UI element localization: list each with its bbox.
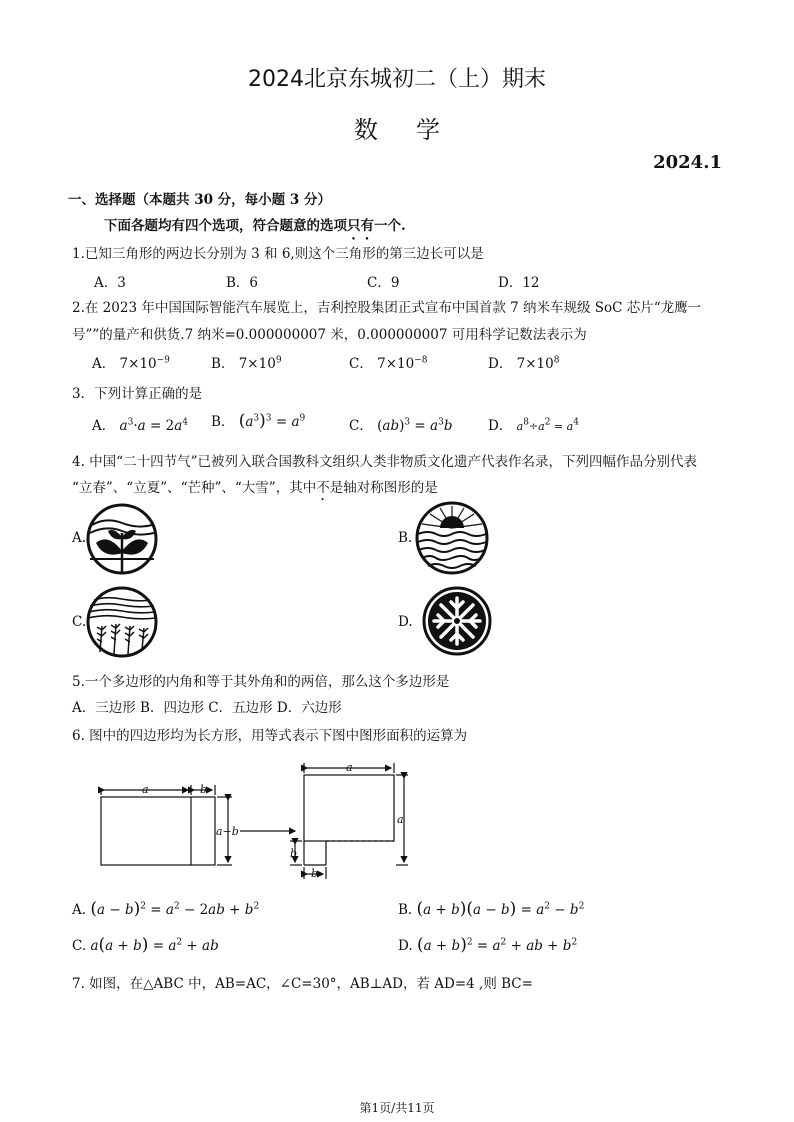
exam-date: 2024.1 [653,152,722,173]
option-label: D． [488,418,513,434]
q6-option-b: B. $(a + b)(a - b) = a^2 - b^2$ [398,899,585,919]
q2-option-c [349,352,428,372]
q4-text: “立春”、“立夏”、“芒种”、“大雪”，其中 [72,480,317,496]
document-title: 2024北京东城初二（上）期末 [248,67,546,92]
option-exponent: −9 [156,355,170,366]
q3-option-d: D． $a^8\div a^2 = a^4$ [488,417,579,434]
instruction-emphasis: 只有 [347,218,374,234]
option-label: C. [72,938,87,954]
q1-option-a: A．3 [94,275,126,291]
option-exponent: 9 [275,355,282,366]
q5-stem: 5.一个多边形的内角和等于其外角和的两倍，那么这个多边形是 [72,674,450,690]
q1-option-c: C．9 [367,275,400,291]
q1-option-b: B．6 [226,275,259,291]
q6-option-a: A. $(a - b)^2 = a^2 - 2ab + b^2$ [72,899,260,919]
instruction-text: 下面各题均有四个选项，符合题意的选项 [104,218,347,234]
q4-label-c: C. [72,614,87,630]
option-exponent: −8 [414,355,428,366]
subject-title: 数学 [354,116,478,144]
label-a-top: a [346,761,353,774]
q4-stem-line2 [72,476,438,504]
option-base: 7×10 [238,356,276,372]
option-label: D. [398,938,413,954]
section-heading: 一、选择题（本题共 30 分，每小题 3 分） [68,192,331,208]
q5-options: A．三边形 B．四边形 C．五边形 D．六边形 [72,700,342,716]
option-base: 7×10 [516,356,554,372]
snowflake-icon [422,586,492,656]
option-label: A. [72,902,87,918]
label-b-bottom: b [311,867,319,880]
label-a-right: a [397,813,404,826]
option-label: D． [488,356,513,372]
section-instruction [104,214,406,243]
q4-label-a: A. [72,530,87,546]
q4-emphasis: 不 [316,480,330,496]
label-a-left: a [142,783,149,796]
option-label: A． [92,356,116,372]
grain-wheat-icon [86,586,158,658]
option-exponent: 8 [553,355,560,366]
option-label: C． [349,356,373,372]
q6-option-c: C. $a(a + b) = a^2$ + ab [72,935,219,955]
q1-stem: 1.已知三角形的两边长分别为 3 和 6,则这个三角形的第三边长可以是 [72,246,484,262]
option-base: 7×10 [119,356,157,372]
summer-sun-icon [414,500,490,576]
option-label: A． [92,418,116,434]
q1-option-d: D．12 [498,275,540,291]
q6-stem: 6. 图中的四边形均为长方形，用等式表示下图中图形面积的运算为 [72,728,468,744]
q3-option-c: C． $(ab)^3 = a^3b$ [349,417,453,434]
q3-option-b: B． $(a^3)^3 = a^9$ [211,411,306,431]
option-label: B． [211,356,235,372]
page-number: 第1页/共11页 [359,1101,435,1115]
q4-label-d: D. [398,614,413,630]
q2-stem-line2: 号””的量产和供货.7 纳米=0.000000007 米，0.000000007 可用科学记数法表示为 [72,327,587,343]
q2-option-b [211,352,282,372]
q3-option-a: A． $a^3\cdot a = 2a^4$ [92,417,188,434]
instruction-text-end: 一个. [374,218,406,234]
option-label: B. [398,902,413,918]
q7-stem: 7. 如图，在△ABC 中，AB=AC，∠C=30°，AB⊥AD，若 AD=4 ,则 BC= [72,976,533,992]
option-base: 7×10 [377,356,415,372]
q2-option-a [92,352,170,372]
q6-area-figure [90,755,420,885]
label-a-minus-b: a−b [216,825,239,838]
label-b-side: b [290,847,298,860]
q2-option-d [488,352,559,372]
q2-stem-line1: 2.在 2023 年中国国际智能汽车展览上，吉利控股集团正式宣布中国首款 7 纳米车规级 SoC 芯片“龙鹰一 [72,300,702,316]
q3-stem: 3．下列计算正确的是 [72,386,203,402]
option-label: B． [211,414,235,430]
spring-sprout-icon [86,503,158,575]
q6-option-d: D. $(a + b)^2 = a^2$ + ab + $b^2$ [398,935,578,955]
q4-label-b: B. [398,530,413,546]
q4-text-end: 是轴对称图形的是 [329,480,438,496]
option-label: C． [349,418,373,434]
q4-stem-line1: 4. 中国“二十四节气”已被列入联合国教科文组织人类非物质文化遗产代表作名录，下列四幅作品分别代表 [72,454,697,470]
label-b-left: b [200,783,208,796]
